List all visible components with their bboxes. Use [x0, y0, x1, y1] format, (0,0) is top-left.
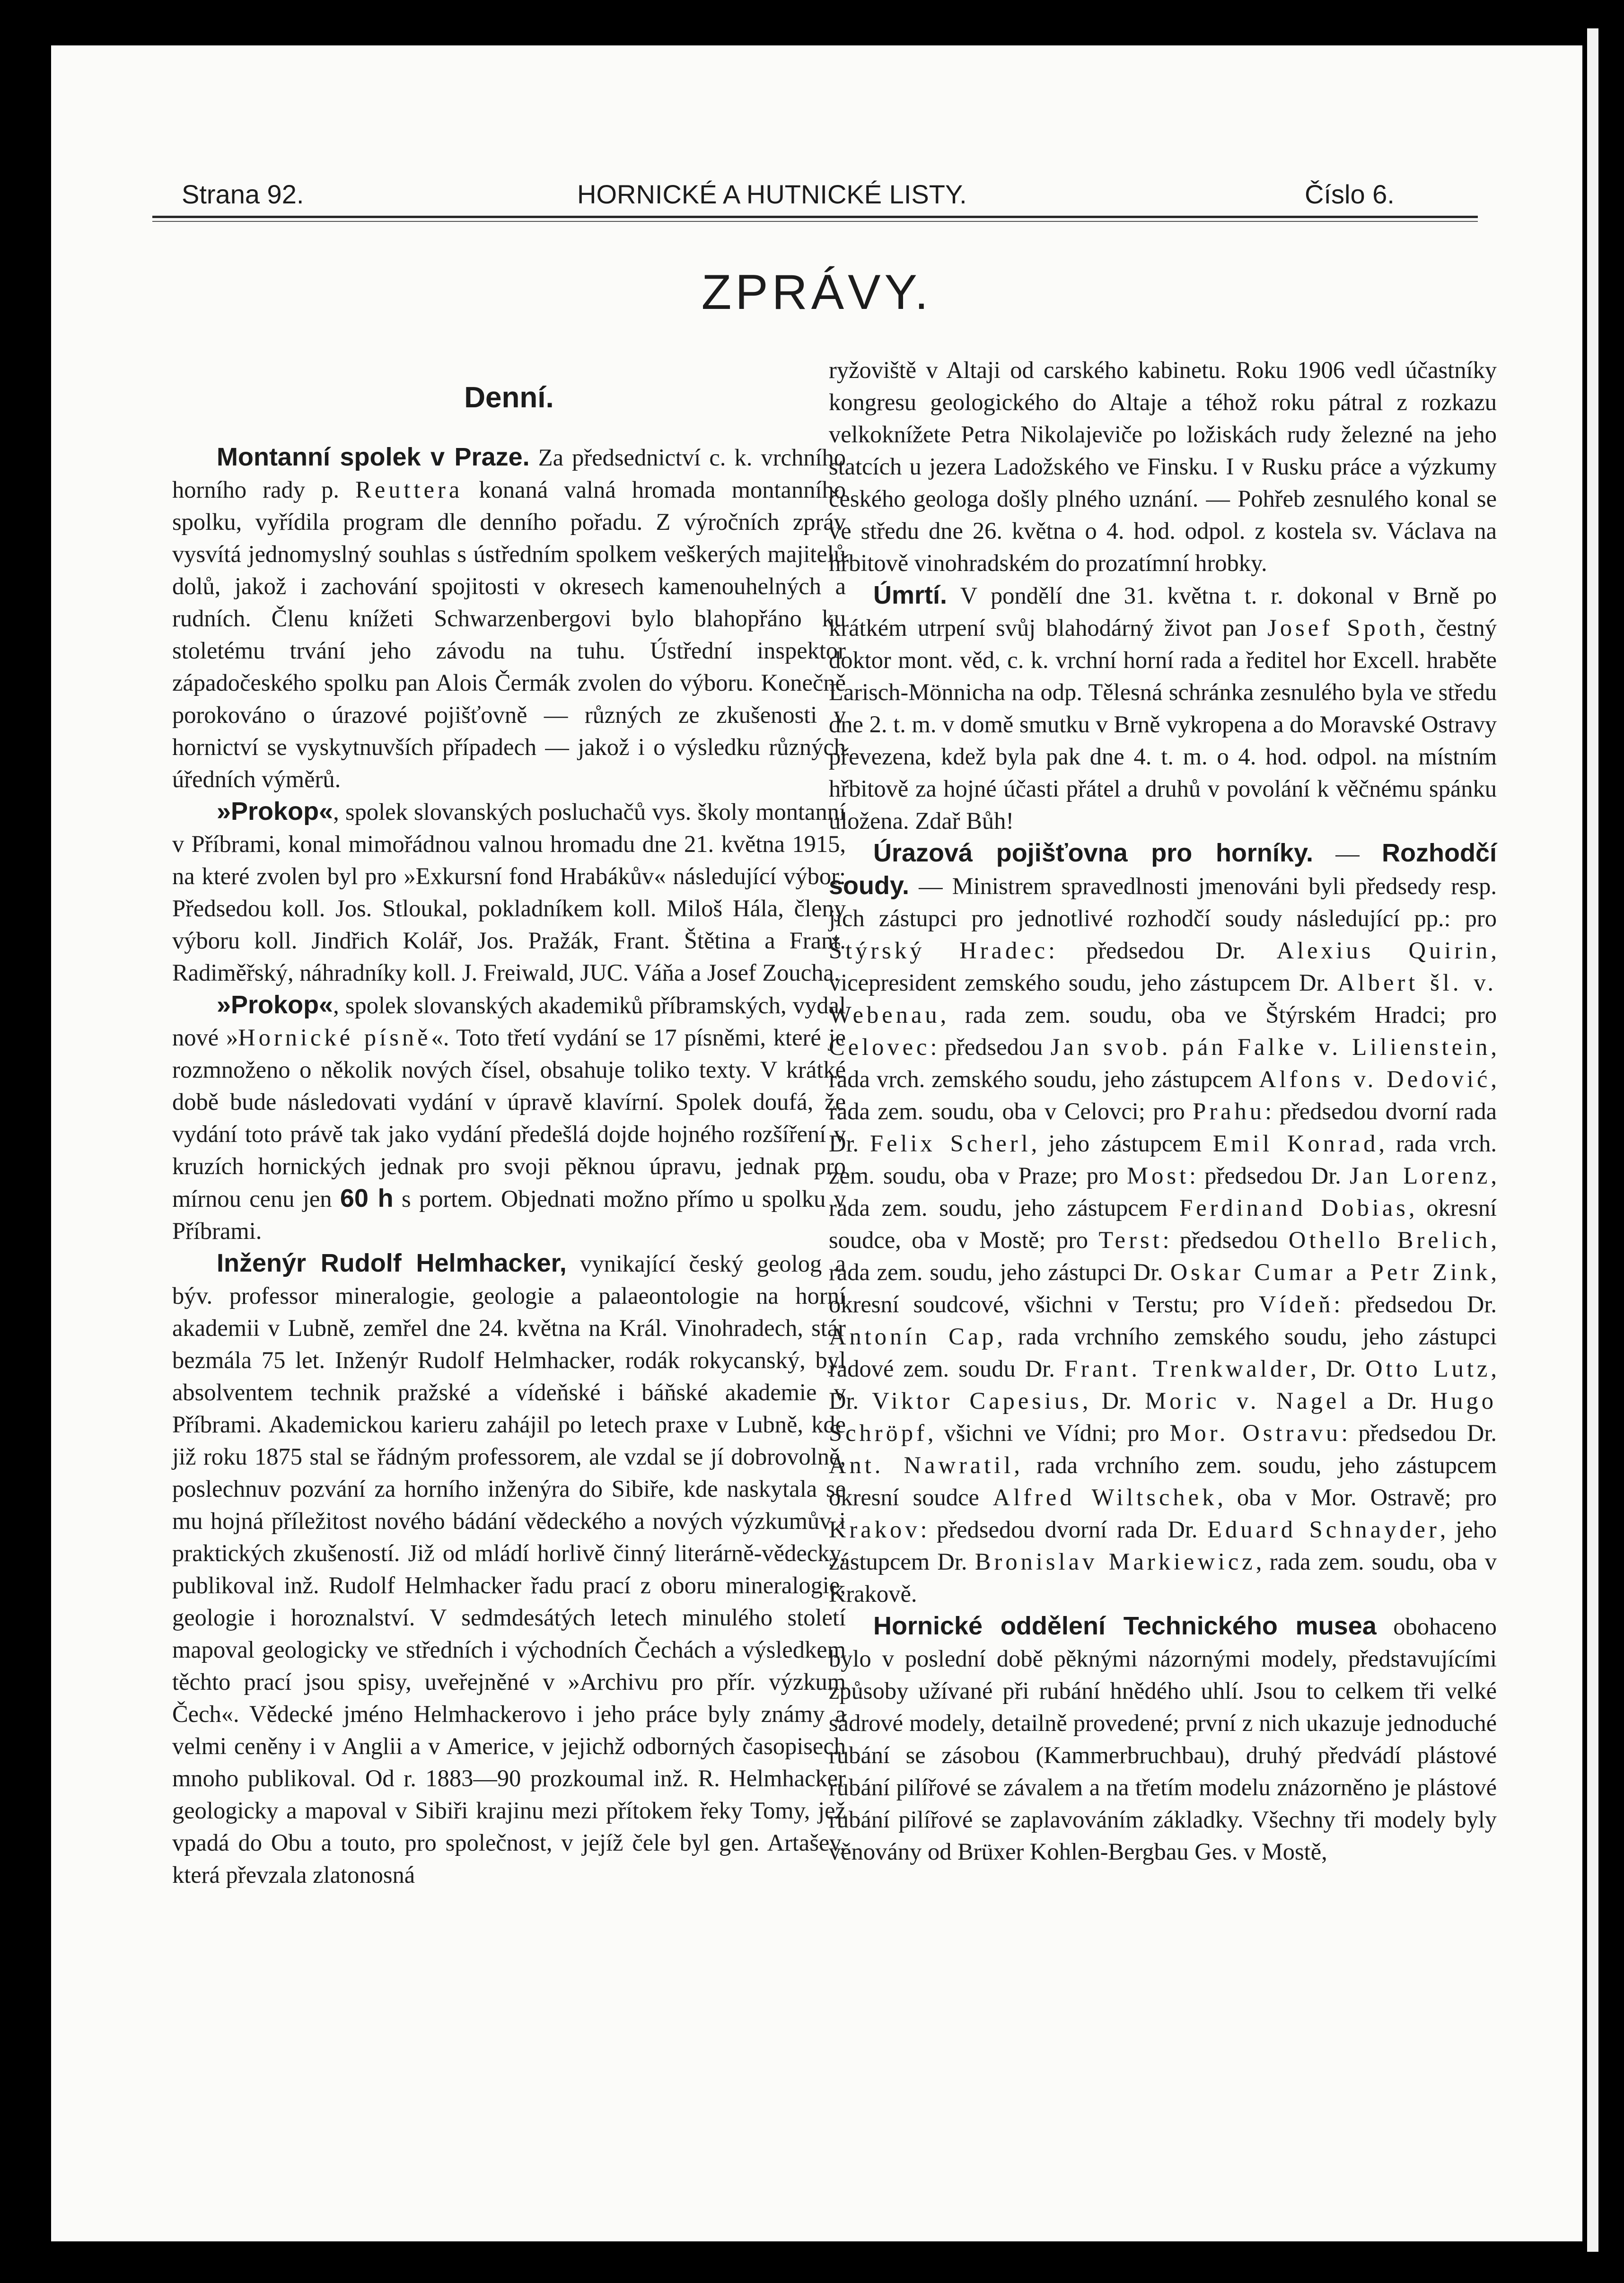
article-title: Inženýr Rudolf Helmhacker,	[217, 1249, 567, 1277]
right-column	[829, 354, 1497, 1868]
article-montanni-spolek: Montanní spolek v Praze. Za předsednictví c. k. vrchního horního rady p. Reuttera konaná valná hromada montanního spolku, vyřídila program dle denního pořadu. Z výročních zpráv vysvítá jednomyslný souhlas s ústředním spolkem veškerých majitelů dolů, jakož i zachování spojitosti v okresech kamenouhelných a rudních. Členu knížeti Schwarzenbergovi bylo blahopřáno ku stoletému trvání jeho závodu na tuhu. Ústřední inspektor západočeského spolku pan Alois Čermák zvolen do výboru. Konečně porokováno o úrazové pojišťovně — různých ze zkušenosti v hornictví se vyskytnuvších případech — jakož i o výsledku různých úředních výměrů.	[172, 443, 846, 792]
article-prokop-pisne: »Prokop«, spolek slovanských akademiků příbramských, vydal nové »Hornické písně«. Toto třetí vydání se 17 písněmi, které je rozmnoženo o několik nových čísel, obsahuje toliko texty. V krátké době bude následovati vydání v úpravě klavírní. Spolek doufá, že vydání toto právě tak jako vydání předešlá dojde hojného rozšíření v kruzích hornických jednak pro svoji pěknou úpravu, jednak pro mírnou cenu jen 60 h s portem. Objednati možno přímo u spolku v Příbrami.	[172, 991, 846, 1244]
article-prokop-posluchaci: »Prokop«, spolek slovanských posluchačů vys. školy montanní v Příbrami, konal mimořádnou valnou hromadu dne 21. května 1915, na které zvolen byl pro »Exkursní fond Hrabákův« následující výbor: Předsedou koll. Jos. Stloukal, pokladníkem koll. Miloš Hála, členy výboru koll. Jindřich Kolář, Jos. Pražák, Frant. Štětina a Frant. Radiměřský, náhradníky koll. J. Freiwald, JUC. Váňa a Josef Zoucha.	[172, 797, 846, 986]
article-title: Úmrtí.	[873, 581, 948, 609]
journal-title: HORNICKÉ A HUTNICKÉ LISTY.	[577, 179, 967, 209]
article-title: Hornické oddělení Technického musea	[873, 1612, 1377, 1640]
header-rule	[152, 216, 1478, 218]
article-helmhacker-continued: ryžoviště v Altaji od carského kabinetu. Roku 1906 vedl účastníky kongresu geologického do Altaje a téhož roku pátral z rozkazu velkoknížete Petra Nikolajeviče po ložiskách rudy železné na jeho statcích u jezera Ladožského ve Finsku. I v Rusku práce a výzkumy českého geologa došly plného uznání. — Pohřeb zesnulého konal se ve středu dne 26. května o 4. hod. odpol. z kostela sv. Václava na hřbitově vinohradském do prozatímní hrobky.	[829, 357, 1497, 576]
article-title-2: Rozhodčí soudy.	[829, 839, 1497, 900]
article-title: »Prokop«	[217, 797, 334, 825]
article-title: Montanní spolek v Praze.	[217, 443, 530, 471]
page-number: Strana 92.	[182, 179, 304, 209]
adjacent-page-edge	[1587, 28, 1598, 2252]
section-title: ZPRÁVY.	[701, 265, 932, 320]
article-title: »Prokop«	[217, 991, 334, 1019]
subsection-heading: Denní.	[464, 381, 554, 414]
issue-number: Číslo 6.	[1305, 179, 1395, 209]
article-helmhacker: Inženýr Rudolf Helmhacker, vynikající český geolog a býv. professor mineralogie, geologie a palaeontologie na horní akademii v Lubně, zemřel dne 24. května na Král. Vinohradech, stár bezmála 75 let. Inženýr Rudolf Helmhacker, rodák rokycanský, byl absolventem technik pražské a vídeňské i báňské akademie v Příbrami. Akademickou karieru zahájil po letech praxe v Lubně, kde již roku 1875 stal se řádným professorem, ale vzdal se jí dobrovolně, poslechnuv pozvání za horního inženýra do Sibiře, kde naskytala se mu hojná příležitost nového bádání vědeckého a nových výzkumův i praktických zkušeností. Již od mládí horlivě činný literárně-vědecky, publikoval inž. Rudolf Helmhacker řadu prací z oboru mineralogie, geologie i horoznalství. V sedmdesátých letech minulého století mapoval geologicky ve středních i východních Čechách a výsledkem těchto prací jsou spisy, uveřejněné v »Archivu pro přír. výzkum Čech«. Vědecké jméno Helmhackerovo i jeho práce byly známy a velmi ceněny i v Anglii a v Americe, v jejichž odborných časopisech mnoho publikoval. Od r. 1883—90 prozkoumal inž. R. Helmhacker geologicky a mapoval v Sibiři krajinu mezi přítokem řeky Tomy, jež vpadá do Obu a touto, pro společnost, v jejíž čele byl gen. Artašev, která převzala zlatonosná	[172, 1249, 846, 1888]
header-rule-thin	[152, 221, 1478, 222]
article-title: Úrazová pojišťovna pro horníky.	[873, 839, 1313, 867]
price: 60 h	[340, 1184, 394, 1212]
left-column	[172, 381, 846, 1891]
article-technicke-museum: Hornické oddělení Technického musea obohaceno bylo v poslední době pěknými názornými modely, představujícími způsoby užívané při rubání hnědého uhlí. Jsou to celkem tři velké sádrové modely, detailně provedené; první z nich ukazuje jednoduché rubání se zásobou (Kammerbruchbau), druhý předvádí plástové rubání pilířové se závalem a na třetím modelu znázorněno je plástové rubání pilířové se zaplavováním základky. Všechny tři modely byly věnovány od Brüxer Kohlen-Bergbau Ges. v Mostě,	[829, 1612, 1497, 1865]
newspaper-page	[51, 45, 1582, 2241]
article-urazova-pojistovna: Úrazová pojišťovna pro horníky. — Rozhodčí soudy. — Ministrem spravedlnosti jmenováni byli předsedy resp. jich zástupci pro jednotlivé rozhodčí soudy následující pp.: pro Štýrský Hradec: předsedou Dr. Alexius Quirin, vicepresident zemského soudu, jeho zástupcem Dr. Albert šl. v. Webenau, rada zem. soudu, oba ve Štýrském Hradci; pro Celovec: předsedou Jan svob. pán Falke v. Lilienstein, rada vrch. zemského soudu, jeho zástupcem Alfons v. Dedović, rada zem. soudu, oba v Celovci; pro Prahu: předsedou dvorní rada Dr. Felix Scherl, jeho zástupcem Emil Konrad, rada vrch. zem. soudu, oba v Praze; pro Most: předsedou Dr. Jan Lorenz, rada zem. soudu, jeho zástupcem Ferdinand Dobias, okresní soudce, oba v Mostě; pro Terst: předsedou Othello Brelich, rada zem. soudu, jeho zástupci Dr. Oskar Cumar a Petr Zink, okresní soudcové, všichni v Terstu; pro Vídeň: předsedou Dr. Antonín Cap, rada vrchního zemského soudu, jeho zástupci radové zem. soudu Dr. Frant. Trenkwalder, Dr. Otto Lutz, Dr. Viktor Capesius, Dr. Moric v. Nagel a Dr. Hugo Schröpf, všichni ve Vídni; pro Mor. Ostravu: předsedou Dr. Ant. Nawratil, rada vrchního zem. soudu, jeho zástupcem okresní soudce Alfred Wiltschek, oba v Mor. Ostravě; pro Krakov: předsedou dvorní rada Dr. Eduard Schnayder, jeho zástupcem Dr. Bronislav Markiewicz, rada zem. soudu, oba v Krakově.	[829, 839, 1497, 1607]
article-umrti: Úmrtí. V pondělí dne 31. května t. r. dokonal v Brně po krátkém utrpení svůj blahodárný život pan Josef Spoth, čestný doktor mont. věd, c. k. vrchní horní rada a ředitel hor Excell. hraběte Larisch-Mönnicha na odp. Tělesná schránka zesnulého byla ve středu dne 2. t. m. v domě smutku v Brně vykropena a do Moravské Ostravy převezena, kdež byla pak dne 4. t. m. o 4. hod. odpol. na místním hřbitově za hojné účasti přátel a druhů v povolání k věčnému spánku uložena. Zdař Bůh!	[829, 581, 1497, 834]
